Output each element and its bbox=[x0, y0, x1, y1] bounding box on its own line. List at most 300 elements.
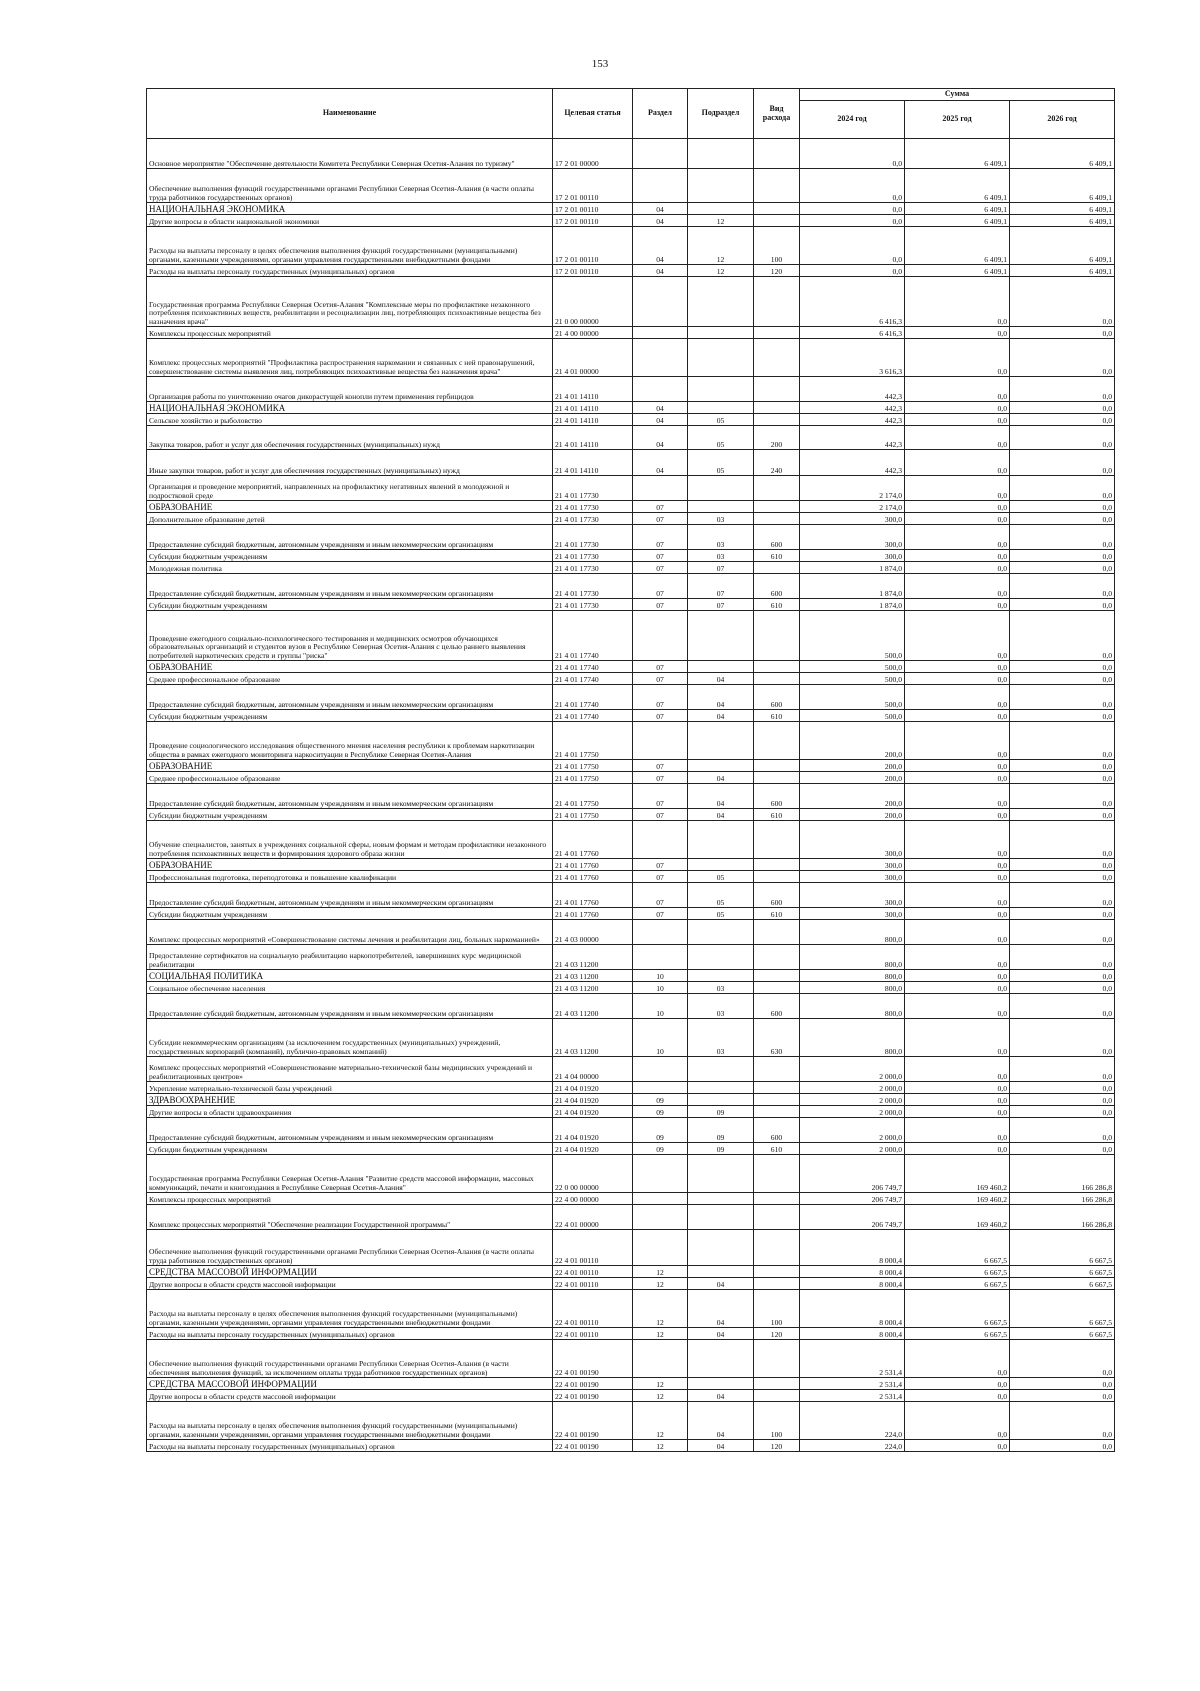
cell-subsection bbox=[688, 327, 754, 339]
cell-expense-type bbox=[754, 1094, 800, 1106]
cell-sum-2024: 1 874,0 bbox=[800, 599, 905, 611]
cell-sum-2024: 800,0 bbox=[800, 982, 905, 994]
cell-expense-type bbox=[754, 377, 800, 402]
cell-subsection: 03 bbox=[688, 982, 754, 994]
cell-section bbox=[633, 169, 688, 203]
cell-sum-2024: 0,0 bbox=[800, 139, 905, 169]
cell-section: 12 bbox=[633, 1278, 688, 1290]
cell-sum-2024: 206 749,7 bbox=[800, 1205, 905, 1230]
cell-expense-type bbox=[754, 1340, 800, 1378]
cell-subsection: 05 bbox=[688, 450, 754, 476]
cell-section: 04 bbox=[633, 414, 688, 426]
cell-sum-2024: 442,3 bbox=[800, 414, 905, 426]
cell-expense-type bbox=[754, 562, 800, 574]
cell-sum-2026: 0,0 bbox=[1010, 377, 1115, 402]
cell-target-code: 21 4 01 14110 bbox=[553, 414, 633, 426]
cell-sum-2025: 6 409,1 bbox=[905, 139, 1010, 169]
cell-sum-2025: 0,0 bbox=[905, 1340, 1010, 1378]
cell-name: Другие вопросы в области средств массовой информации bbox=[147, 1278, 553, 1290]
cell-expense-type bbox=[754, 327, 800, 339]
table-row bbox=[147, 945, 1115, 970]
cell-section: 12 bbox=[633, 1440, 688, 1452]
cell-section bbox=[633, 1082, 688, 1094]
cell-section bbox=[633, 339, 688, 377]
cell-section: 07 bbox=[633, 760, 688, 772]
cell-target-code: 22 4 01 00110 bbox=[553, 1328, 633, 1340]
cell-sum-2024: 2 000,0 bbox=[800, 1106, 905, 1118]
cell-expense-type bbox=[754, 203, 800, 215]
cell-target-code: 21 4 04 01920 bbox=[553, 1118, 633, 1143]
cell-sum-2025: 0,0 bbox=[905, 327, 1010, 339]
cell-target-code: 21 4 03 11200 bbox=[553, 1019, 633, 1057]
cell-sum-2026: 6 667,5 bbox=[1010, 1230, 1115, 1266]
table-row bbox=[147, 476, 1115, 501]
cell-name: ОБРАЗОВАНИЕ bbox=[147, 661, 553, 673]
cell-subsection bbox=[688, 611, 754, 661]
cell-name: Расходы на выплаты персоналу государственных (муниципальных) органов bbox=[147, 1440, 553, 1452]
table-header bbox=[147, 89, 1115, 139]
table-row bbox=[147, 1266, 1115, 1278]
table-row bbox=[147, 611, 1115, 661]
cell-subsection bbox=[688, 1205, 754, 1230]
cell-sum-2024: 300,0 bbox=[800, 908, 905, 920]
cell-expense-type: 240 bbox=[754, 450, 800, 476]
cell-sum-2024: 300,0 bbox=[800, 871, 905, 883]
cell-section: 12 bbox=[633, 1290, 688, 1328]
cell-name: Укрепление материально-технической базы учреждений bbox=[147, 1082, 553, 1094]
cell-target-code: 21 4 01 14110 bbox=[553, 377, 633, 402]
cell-expense-type: 600 bbox=[754, 994, 800, 1019]
table-row bbox=[147, 871, 1115, 883]
cell-section bbox=[633, 139, 688, 169]
cell-sum-2026: 0,0 bbox=[1010, 1106, 1115, 1118]
cell-name: Предоставление субсидий бюджетным, автономным учреждениям и иным некоммерческим организациям bbox=[147, 574, 553, 599]
cell-target-code: 21 0 00 00000 bbox=[553, 277, 633, 327]
cell-expense-type bbox=[754, 1106, 800, 1118]
cell-name: Организация и проведение мероприятий, направленных на профилактику негативных явлений в молодежной и подростковой среде bbox=[147, 476, 553, 501]
cell-sum-2026: 0,0 bbox=[1010, 722, 1115, 760]
cell-sum-2024: 442,3 bbox=[800, 377, 905, 402]
cell-subsection bbox=[688, 945, 754, 970]
cell-sum-2026: 0,0 bbox=[1010, 426, 1115, 450]
cell-section: 07 bbox=[633, 513, 688, 525]
cell-sum-2024: 500,0 bbox=[800, 611, 905, 661]
cell-name: Субсидии бюджетным учреждениям bbox=[147, 1143, 553, 1155]
cell-section: 04 bbox=[633, 402, 688, 414]
cell-sum-2026: 6 667,5 bbox=[1010, 1266, 1115, 1278]
cell-name: Обеспечение выполнения функций государственными органами Республики Северная Осетия-Алания (в части оплаты труда работников государственных органов) bbox=[147, 1230, 553, 1266]
cell-sum-2025: 0,0 bbox=[905, 1378, 1010, 1390]
table-row bbox=[147, 883, 1115, 908]
cell-sum-2026: 0,0 bbox=[1010, 883, 1115, 908]
cell-name: Расходы на выплаты персоналу в целях обеспечения выполнения функций государственными (муниципальными) органами, казенными учреждениями, органами управления государственными внебюджетными фондами bbox=[147, 1402, 553, 1440]
cell-sum-2025: 0,0 bbox=[905, 599, 1010, 611]
cell-sum-2025: 0,0 bbox=[905, 859, 1010, 871]
cell-section: 10 bbox=[633, 1019, 688, 1057]
cell-name: СРЕДСТВА МАССОВОЙ ИНФОРМАЦИИ bbox=[147, 1266, 553, 1278]
cell-subsection: 04 bbox=[688, 673, 754, 685]
cell-section: 12 bbox=[633, 1378, 688, 1390]
header-year-2026: 2026 год bbox=[1010, 101, 1115, 139]
cell-sum-2024: 2 000,0 bbox=[800, 1094, 905, 1106]
cell-sum-2025: 0,0 bbox=[905, 426, 1010, 450]
cell-sum-2024: 8 000,4 bbox=[800, 1278, 905, 1290]
cell-subsection bbox=[688, 821, 754, 859]
cell-sum-2024: 2 000,0 bbox=[800, 1143, 905, 1155]
header-code: Целевая статья bbox=[553, 89, 633, 139]
cell-section: 07 bbox=[633, 859, 688, 871]
cell-name: Комплекс процессных мероприятий «Совершенствование материально-технической базы медицинских учреждений и реабилитационных центров» bbox=[147, 1057, 553, 1082]
cell-sum-2026: 0,0 bbox=[1010, 513, 1115, 525]
cell-sum-2026: 0,0 bbox=[1010, 402, 1115, 414]
table-row bbox=[147, 920, 1115, 945]
cell-target-code: 17 2 01 00110 bbox=[553, 203, 633, 215]
cell-sum-2026: 0,0 bbox=[1010, 871, 1115, 883]
cell-name: ОБРАЗОВАНИЕ bbox=[147, 859, 553, 871]
cell-sum-2025: 0,0 bbox=[905, 1082, 1010, 1094]
cell-sum-2025: 0,0 bbox=[905, 970, 1010, 982]
cell-subsection bbox=[688, 970, 754, 982]
cell-section: 09 bbox=[633, 1143, 688, 1155]
cell-sum-2024: 442,3 bbox=[800, 426, 905, 450]
cell-name: Закупка товаров, работ и услуг для обеспечения государственных (муниципальных) нужд bbox=[147, 426, 553, 450]
cell-sum-2025: 0,0 bbox=[905, 1390, 1010, 1402]
cell-sum-2024: 8 000,4 bbox=[800, 1290, 905, 1328]
cell-name: Комплекс процессных мероприятий "Профилактика распространения наркомании и связанных с ней правонарушений, совершенствование системы выявления лиц, потребляющих психоактивные вещества без назначения врача" bbox=[147, 339, 553, 377]
table-row bbox=[147, 1082, 1115, 1094]
cell-sum-2025: 169 460,2 bbox=[905, 1193, 1010, 1205]
header-subsection: Подраздел bbox=[688, 89, 754, 139]
cell-sum-2026: 0,0 bbox=[1010, 908, 1115, 920]
cell-target-code: 21 4 01 17750 bbox=[553, 809, 633, 821]
cell-sum-2026: 0,0 bbox=[1010, 550, 1115, 562]
cell-sum-2026: 0,0 bbox=[1010, 1057, 1115, 1082]
cell-name: Предоставление субсидий бюджетным, автономным учреждениям и иным некоммерческим организациям bbox=[147, 784, 553, 809]
cell-target-code: 21 4 01 17730 bbox=[553, 501, 633, 513]
cell-sum-2025: 6 667,5 bbox=[905, 1230, 1010, 1266]
cell-target-code: 21 4 01 00000 bbox=[553, 339, 633, 377]
cell-sum-2024: 2 531,4 bbox=[800, 1340, 905, 1378]
cell-section: 10 bbox=[633, 982, 688, 994]
cell-section: 12 bbox=[633, 1266, 688, 1278]
cell-section: 10 bbox=[633, 994, 688, 1019]
cell-subsection: 04 bbox=[688, 685, 754, 710]
cell-section: 04 bbox=[633, 227, 688, 265]
header-expense-type: Вид расхода bbox=[754, 89, 800, 139]
cell-sum-2025: 0,0 bbox=[905, 883, 1010, 908]
cell-expense-type: 610 bbox=[754, 710, 800, 722]
cell-subsection bbox=[688, 1155, 754, 1193]
cell-sum-2026: 0,0 bbox=[1010, 476, 1115, 501]
cell-expense-type bbox=[754, 722, 800, 760]
cell-sum-2024: 2 000,0 bbox=[800, 1118, 905, 1143]
cell-name: СРЕДСТВА МАССОВОЙ ИНФОРМАЦИИ bbox=[147, 1378, 553, 1390]
cell-target-code: 21 4 01 17740 bbox=[553, 685, 633, 710]
cell-name: СОЦИАЛЬНАЯ ПОЛИТИКА bbox=[147, 970, 553, 982]
cell-section: 07 bbox=[633, 525, 688, 550]
cell-expense-type: 100 bbox=[754, 227, 800, 265]
cell-subsection bbox=[688, 1193, 754, 1205]
cell-expense-type: 600 bbox=[754, 574, 800, 599]
cell-expense-type: 610 bbox=[754, 599, 800, 611]
table-row bbox=[147, 970, 1115, 982]
cell-sum-2026: 0,0 bbox=[1010, 327, 1115, 339]
cell-target-code: 17 2 01 00110 bbox=[553, 227, 633, 265]
cell-sum-2025: 0,0 bbox=[905, 414, 1010, 426]
cell-expense-type bbox=[754, 760, 800, 772]
table-row bbox=[147, 1290, 1115, 1328]
cell-expense-type bbox=[754, 920, 800, 945]
cell-target-code: 21 4 03 11200 bbox=[553, 994, 633, 1019]
cell-subsection bbox=[688, 139, 754, 169]
cell-subsection bbox=[688, 169, 754, 203]
cell-section: 07 bbox=[633, 908, 688, 920]
cell-sum-2024: 206 749,7 bbox=[800, 1155, 905, 1193]
cell-subsection: 04 bbox=[688, 1440, 754, 1452]
cell-target-code: 21 4 01 17760 bbox=[553, 871, 633, 883]
table-row bbox=[147, 821, 1115, 859]
cell-name: НАЦИОНАЛЬНАЯ ЭКОНОМИКА bbox=[147, 402, 553, 414]
cell-expense-type bbox=[754, 945, 800, 970]
cell-subsection: 07 bbox=[688, 574, 754, 599]
cell-section: 07 bbox=[633, 661, 688, 673]
cell-sum-2026: 0,0 bbox=[1010, 525, 1115, 550]
cell-sum-2025: 0,0 bbox=[905, 562, 1010, 574]
table-row bbox=[147, 1390, 1115, 1402]
cell-name: Организация работы по уничтожению очагов дикорастущей конопли путем применения гербицидов bbox=[147, 377, 553, 402]
cell-target-code: 21 4 01 17750 bbox=[553, 772, 633, 784]
cell-target-code: 22 4 01 00190 bbox=[553, 1402, 633, 1440]
cell-name: Обучение специалистов, занятых в учреждениях социальной сферы, новым формам и методам профилактики незаконного потребления психоактивных веществ и формирования здорового образа жизни bbox=[147, 821, 553, 859]
cell-sum-2024: 3 616,3 bbox=[800, 339, 905, 377]
cell-sum-2024: 2 000,0 bbox=[800, 1057, 905, 1082]
cell-section: 07 bbox=[633, 599, 688, 611]
cell-section: 07 bbox=[633, 501, 688, 513]
cell-expense-type: 100 bbox=[754, 1402, 800, 1440]
table-row bbox=[147, 685, 1115, 710]
cell-sum-2024: 300,0 bbox=[800, 821, 905, 859]
cell-sum-2025: 6 667,5 bbox=[905, 1266, 1010, 1278]
cell-subsection: 03 bbox=[688, 994, 754, 1019]
cell-subsection: 12 bbox=[688, 215, 754, 227]
cell-name: Субсидии бюджетным учреждениям bbox=[147, 710, 553, 722]
cell-sum-2024: 8 000,4 bbox=[800, 1266, 905, 1278]
cell-target-code: 22 4 01 00110 bbox=[553, 1290, 633, 1328]
cell-subsection: 05 bbox=[688, 426, 754, 450]
cell-subsection: 03 bbox=[688, 513, 754, 525]
cell-sum-2024: 2 174,0 bbox=[800, 501, 905, 513]
cell-expense-type bbox=[754, 1082, 800, 1094]
cell-section: 07 bbox=[633, 685, 688, 710]
cell-section bbox=[633, 327, 688, 339]
cell-subsection bbox=[688, 1082, 754, 1094]
cell-sum-2026: 6 409,1 bbox=[1010, 203, 1115, 215]
table-row bbox=[147, 525, 1115, 550]
cell-sum-2026: 0,0 bbox=[1010, 501, 1115, 513]
cell-subsection bbox=[688, 1094, 754, 1106]
table-row bbox=[147, 562, 1115, 574]
cell-sum-2026: 0,0 bbox=[1010, 994, 1115, 1019]
cell-sum-2025: 0,0 bbox=[905, 501, 1010, 513]
cell-section bbox=[633, 1057, 688, 1082]
cell-sum-2024: 300,0 bbox=[800, 550, 905, 562]
cell-section: 04 bbox=[633, 265, 688, 277]
cell-sum-2025: 6 409,1 bbox=[905, 265, 1010, 277]
header-name: Наименование bbox=[147, 89, 553, 139]
cell-sum-2025: 0,0 bbox=[905, 525, 1010, 550]
table-row bbox=[147, 599, 1115, 611]
cell-sum-2026: 0,0 bbox=[1010, 920, 1115, 945]
table-row bbox=[147, 1106, 1115, 1118]
cell-section: 07 bbox=[633, 772, 688, 784]
cell-sum-2026: 0,0 bbox=[1010, 784, 1115, 809]
cell-sum-2025: 0,0 bbox=[905, 611, 1010, 661]
cell-sum-2026: 166 286,8 bbox=[1010, 1193, 1115, 1205]
cell-sum-2025: 0,0 bbox=[905, 760, 1010, 772]
cell-sum-2025: 0,0 bbox=[905, 920, 1010, 945]
cell-sum-2025: 0,0 bbox=[905, 945, 1010, 970]
cell-subsection: 05 bbox=[688, 908, 754, 920]
cell-sum-2026: 0,0 bbox=[1010, 945, 1115, 970]
table-row bbox=[147, 859, 1115, 871]
cell-target-code: 22 4 01 00000 bbox=[553, 1205, 633, 1230]
table-row bbox=[147, 215, 1115, 227]
cell-sum-2026: 0,0 bbox=[1010, 661, 1115, 673]
cell-expense-type bbox=[754, 1390, 800, 1402]
cell-sum-2024: 6 416,3 bbox=[800, 277, 905, 327]
cell-name: Государственная программа Республики Северная Осетия-Алания "Комплексные меры по профилактике незаконного потребления психоактивных веществ, реабилитации и ресоциализации лиц, потребляющих психоактивные вещества без назначения врача" bbox=[147, 277, 553, 327]
cell-sum-2024: 224,0 bbox=[800, 1402, 905, 1440]
cell-subsection bbox=[688, 1340, 754, 1378]
cell-name: Предоставление сертификатов на социальную реабилитацию наркопотребителей, завершивших курс медицинской реабилитации bbox=[147, 945, 553, 970]
cell-expense-type bbox=[754, 1230, 800, 1266]
table-row bbox=[147, 169, 1115, 203]
table-row bbox=[147, 139, 1115, 169]
cell-sum-2025: 0,0 bbox=[905, 513, 1010, 525]
cell-section bbox=[633, 476, 688, 501]
cell-sum-2025: 0,0 bbox=[905, 809, 1010, 821]
table-row bbox=[147, 1328, 1115, 1340]
cell-section bbox=[633, 277, 688, 327]
cell-section: 09 bbox=[633, 1118, 688, 1143]
cell-target-code: 17 2 01 00110 bbox=[553, 265, 633, 277]
table-row bbox=[147, 809, 1115, 821]
cell-expense-type bbox=[754, 402, 800, 414]
cell-sum-2026: 166 286,8 bbox=[1010, 1155, 1115, 1193]
cell-expense-type bbox=[754, 414, 800, 426]
cell-sum-2026: 166 286,8 bbox=[1010, 1205, 1115, 1230]
cell-sum-2026: 0,0 bbox=[1010, 1143, 1115, 1155]
cell-expense-type bbox=[754, 1378, 800, 1390]
cell-sum-2026: 0,0 bbox=[1010, 599, 1115, 611]
cell-target-code: 21 4 01 14110 bbox=[553, 402, 633, 414]
cell-target-code: 21 4 04 01920 bbox=[553, 1082, 633, 1094]
cell-sum-2025: 6 409,1 bbox=[905, 215, 1010, 227]
cell-sum-2025: 0,0 bbox=[905, 1143, 1010, 1155]
cell-sum-2024: 500,0 bbox=[800, 673, 905, 685]
cell-subsection bbox=[688, 203, 754, 215]
cell-subsection: 04 bbox=[688, 809, 754, 821]
cell-subsection: 09 bbox=[688, 1143, 754, 1155]
cell-sum-2024: 8 000,4 bbox=[800, 1328, 905, 1340]
cell-sum-2026: 6 409,1 bbox=[1010, 265, 1115, 277]
cell-subsection: 04 bbox=[688, 772, 754, 784]
cell-section: 07 bbox=[633, 710, 688, 722]
cell-section: 12 bbox=[633, 1402, 688, 1440]
table-row bbox=[147, 760, 1115, 772]
cell-name: Проведение ежегодного социально-психологического тестирования и медицинских осмотров обучающихся образовательных организаций и студентов вузов в Республике Северная Осетия-Алания с целью раннего выявления потребителей наркотических средств и группы "риска" bbox=[147, 611, 553, 661]
cell-subsection: 09 bbox=[688, 1106, 754, 1118]
cell-subsection bbox=[688, 1266, 754, 1278]
cell-sum-2024: 200,0 bbox=[800, 760, 905, 772]
cell-sum-2024: 224,0 bbox=[800, 1440, 905, 1452]
cell-expense-type: 120 bbox=[754, 1440, 800, 1452]
cell-target-code: 22 4 01 00110 bbox=[553, 1266, 633, 1278]
cell-section: 04 bbox=[633, 426, 688, 450]
cell-sum-2026: 0,0 bbox=[1010, 450, 1115, 476]
cell-section: 12 bbox=[633, 1328, 688, 1340]
cell-name: Государственная программа Республики Северная Осетия-Алания "Развитие средств массовой информации, массовых коммуникаций, печати и книгоиздания в Республике Северная Осетия-Алания" bbox=[147, 1155, 553, 1193]
cell-sum-2024: 200,0 bbox=[800, 784, 905, 809]
cell-sum-2026: 0,0 bbox=[1010, 1118, 1115, 1143]
cell-sum-2025: 0,0 bbox=[905, 1402, 1010, 1440]
cell-expense-type: 610 bbox=[754, 550, 800, 562]
cell-section: 10 bbox=[633, 970, 688, 982]
cell-sum-2024: 800,0 bbox=[800, 1019, 905, 1057]
table-row bbox=[147, 1340, 1115, 1378]
cell-sum-2025: 0,0 bbox=[905, 994, 1010, 1019]
cell-expense-type bbox=[754, 1266, 800, 1278]
cell-expense-type bbox=[754, 501, 800, 513]
cell-name: Субсидии бюджетным учреждениям bbox=[147, 550, 553, 562]
table-body bbox=[147, 139, 1115, 1452]
cell-section bbox=[633, 1340, 688, 1378]
cell-expense-type: 610 bbox=[754, 1143, 800, 1155]
cell-sum-2025: 0,0 bbox=[905, 772, 1010, 784]
cell-subsection: 04 bbox=[688, 784, 754, 809]
cell-subsection: 05 bbox=[688, 883, 754, 908]
table-row bbox=[147, 710, 1115, 722]
cell-expense-type: 610 bbox=[754, 809, 800, 821]
cell-subsection: 05 bbox=[688, 414, 754, 426]
table-row bbox=[147, 722, 1115, 760]
cell-sum-2026: 0,0 bbox=[1010, 574, 1115, 599]
cell-name: Молодежная политика bbox=[147, 562, 553, 574]
cell-subsection: 12 bbox=[688, 227, 754, 265]
cell-sum-2024: 300,0 bbox=[800, 859, 905, 871]
cell-section bbox=[633, 920, 688, 945]
cell-target-code: 21 4 01 14110 bbox=[553, 426, 633, 450]
cell-subsection: 03 bbox=[688, 550, 754, 562]
cell-section: 07 bbox=[633, 673, 688, 685]
cell-sum-2024: 0,0 bbox=[800, 227, 905, 265]
table-row bbox=[147, 1094, 1115, 1106]
cell-sum-2024: 300,0 bbox=[800, 513, 905, 525]
cell-target-code: 17 2 01 00110 bbox=[553, 169, 633, 203]
cell-sum-2026: 0,0 bbox=[1010, 562, 1115, 574]
cell-sum-2025: 6 667,5 bbox=[905, 1290, 1010, 1328]
cell-name: ЗДРАВООХРАНЕНИЕ bbox=[147, 1094, 553, 1106]
cell-name: Проведение социологического исследования общественного мнения населения республики к проблемам наркотизации общества в рамках ежегодного мониторинга наркоситуации в Республике Северная Осетия-Алания bbox=[147, 722, 553, 760]
cell-sum-2025: 6 667,5 bbox=[905, 1278, 1010, 1290]
cell-sum-2026: 0,0 bbox=[1010, 611, 1115, 661]
cell-sum-2025: 169 460,2 bbox=[905, 1155, 1010, 1193]
cell-sum-2025: 6 667,5 bbox=[905, 1328, 1010, 1340]
table-row bbox=[147, 1378, 1115, 1390]
table-row bbox=[147, 1155, 1115, 1193]
header-section: Раздел bbox=[633, 89, 688, 139]
cell-sum-2026: 0,0 bbox=[1010, 982, 1115, 994]
